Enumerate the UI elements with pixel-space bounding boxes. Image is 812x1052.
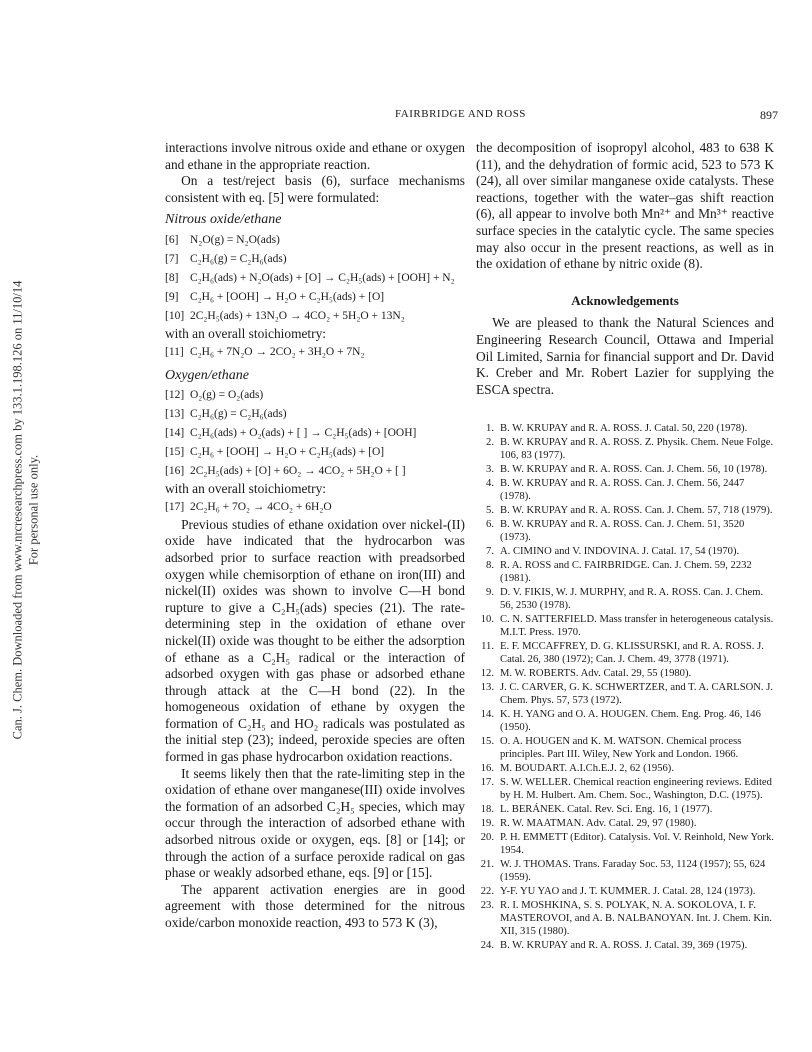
reference-text: R. I. MOSHKINA, S. S. POLYAK, N. A. SOKOLOVA, I. F. MASTEROVOI, and A. B. NALBANOYAN. Int. J. Chem. Kin. XII, 315 (1980). xyxy=(500,900,772,938)
equation-number: [7] xyxy=(165,252,179,265)
left-paragraph-3: Previous studies of ethane oxidation over nickel-(II) oxide have indicated that the hydrocarbon was adsorbed prior to surface reaction with preadsorbed oxygen while chemisorption of ethane on iron(III) and nickel(II) oxides was shown to involve C—H bond rupture to give a C₂H₅(ads) species (21). The rate-determining step in the oxidation of ethane over nickel(II) oxide was thought to be either the adsorption of ethane as a C₂H₅ radical or the interaction of adsorbed oxygen with gas phase or adsorbed ethane through attack at the C—H bond (22). In the homogeneous oxidation of ethane by oxygen the formation of C₂H₅ and HO₂ radicals was postulated as the initial step (23); indeed, peroxide species are often formed in gas phase hydrocarbon oxidation reactions. xyxy=(165,516,465,765)
reference-text: B. W. KRUPAY and R. A. ROSS. J. Catal. 39, 369 (1975). xyxy=(500,940,748,952)
reference-text: Y-F. YU YAO and J. T. KUMMER. J. Catal. 28, 124 (1973). xyxy=(500,886,756,898)
reference-number: 16. xyxy=(480,763,494,775)
equation-row xyxy=(165,269,465,288)
reference-number: 11. xyxy=(481,641,494,653)
reference-number: 24. xyxy=(480,940,494,952)
equation-number: [15] xyxy=(165,446,185,459)
equation-number: [16] xyxy=(165,465,185,478)
section-oxygen-ethane: Oxygen/ethane xyxy=(165,367,249,383)
reference-text: B. W. KRUPAY and R. A. ROSS. Can. J. Chem. 56, 10 (1978). xyxy=(500,464,768,476)
reference-item xyxy=(476,640,774,666)
equation-text: 2C₂H₆ + 7O₂ → 4CO₂ + 6H₂O xyxy=(190,500,332,513)
reference-number: 1. xyxy=(486,423,494,435)
equation-list-nitrous-oxide xyxy=(165,231,465,326)
reference-number: 23. xyxy=(480,900,494,912)
reference-text: K. H. YANG and O. A. HOUGEN. Chem. Eng. Prog. 46, 146 (1950). xyxy=(500,709,761,734)
reference-number: 18. xyxy=(480,804,494,816)
reference-text: R. W. MAATMAN. Adv. Catal. 29, 97 (1980). xyxy=(500,818,697,830)
watermark-line-2: For personal use only. xyxy=(26,454,40,566)
reference-item xyxy=(476,545,774,558)
reference-number: 17. xyxy=(480,777,494,789)
equation-number: [14] xyxy=(165,427,185,440)
watermark-line-1: Can. J. Chem. Downloaded from www.nrcresearchpress.com by 133.1.198.126 on 11/10/14 xyxy=(10,280,24,740)
equation-row xyxy=(165,386,465,405)
reference-item xyxy=(476,504,774,517)
equation-row xyxy=(165,288,465,307)
reference-item xyxy=(476,776,774,802)
reference-list xyxy=(476,422,774,952)
left-column xyxy=(165,140,465,932)
reference-text: E. F. MCCAFFREY, D. G. KLISSURSKI, and R. A. ROSS. J. Catal. 26, 380 (1972); Can. J. Chem. 49, 3778 (1971). xyxy=(500,641,764,666)
equation-number: [9] xyxy=(165,290,179,303)
equation-number: [17] xyxy=(165,500,185,513)
equation-text: 2C₂H₅(ads) + 13N₂O → 4CO₂ + 5H₂O + 13N₂ xyxy=(190,309,405,322)
reference-item xyxy=(476,858,774,884)
reference-text: B. W. KRUPAY and R. A. ROSS. J. Catal. 50, 220 (1978). xyxy=(500,423,748,435)
equation-text: O₂(g) = O₂(ads) xyxy=(190,389,264,402)
equation-text: N₂O(g) = N₂O(ads) xyxy=(190,233,280,246)
equation-number: [6] xyxy=(165,233,179,246)
reference-item xyxy=(476,831,774,857)
equation-row xyxy=(165,405,465,424)
running-title: FAIRBRIDGE AND ROSS xyxy=(395,108,526,120)
equation-row xyxy=(165,443,465,462)
reference-text: B. W. KRUPAY and R. A. ROSS. Can. J. Chem. 51, 3520 (1973). xyxy=(500,519,745,544)
equation-number: [10] xyxy=(165,309,185,322)
reference-text: C. N. SATTERFIELD. Mass transfer in heterogeneous catalysis. M.I.T. Press. 1970. xyxy=(500,614,774,639)
reference-text: B. W. KRUPAY and R. A. ROSS. Can. J. Chem. 56, 2447 (1978). xyxy=(500,478,745,503)
equation-row xyxy=(165,424,465,443)
equation-17 xyxy=(165,498,465,517)
reference-text: M. BOUDART. A.I.Ch.E.J. 2, 62 (1956). xyxy=(500,763,674,775)
download-watermark xyxy=(4,200,46,820)
reference-number: 6. xyxy=(486,519,494,531)
reference-text: D. V. FIKIS, W. J. MURPHY, and R. A. ROSS. Can. J. Chem. 56, 2530 (1978). xyxy=(500,587,764,612)
reference-item xyxy=(476,762,774,775)
reference-item xyxy=(476,803,774,816)
reference-text: J. C. CARVER, G. K. SCHWERTZER, and T. A. CARLSON. J. Chem. Phys. 57, 573 (1972). xyxy=(500,682,773,707)
page-number: 897 xyxy=(760,108,778,122)
reference-item xyxy=(476,586,774,612)
reference-item xyxy=(476,559,774,585)
equation-text: C₂H₆ + 7N₂O → 2CO₂ + 3H₂O + 7N₂ xyxy=(190,345,365,358)
reference-text: P. H. EMMETT (Editor). Catalysis. Vol. V. Reinhold, New York. 1954. xyxy=(500,832,774,857)
reference-number: 5. xyxy=(486,505,494,517)
reference-item xyxy=(476,681,774,707)
equation-row xyxy=(165,307,465,326)
reference-item xyxy=(476,735,774,761)
reference-text: L. BERÁNEK. Catal. Rev. Sci. Eng. 16, 1 (1977). xyxy=(500,804,713,816)
reference-number: 7. xyxy=(486,546,494,558)
equation-text: C₂H₆ + [OOH] → H₂O + C₂H₅(ads) + [O] xyxy=(190,446,385,459)
left-paragraph-4: It seems likely then that the rate-limiting step in the oxidation of ethane over manganese(III) oxide involves the formation of an adsorbed C₂H₅ species, which may occur through the interaction of adsorbed ethane with adsorbed nitrous oxide or oxygen, eqs. [8] or [14]; or through the action of a surface peroxide radical on gas phase or weakly adsorbed ethane, eqs. [9] or [15]. xyxy=(165,765,465,881)
reference-text: B. W. KRUPAY and R. A. ROSS. Z. Physik. Chem. Neue Folge. 106, 83 (1977). xyxy=(500,437,774,462)
equation-number: [12] xyxy=(165,389,185,402)
reference-number: 12. xyxy=(480,668,494,680)
equation-text: C₂H₆(g) = C₂H₆(ads) xyxy=(190,408,287,421)
equation-row xyxy=(165,231,465,250)
reference-text: O. A. HOUGEN and K. M. WATSON. Chemical process principles. Part III. Wiley, New York and London. 1966. xyxy=(500,736,742,761)
equation-text: 2C₂H₅(ads) + [O] + 6O₂ → 4CO₂ + 5H₂O + [ ] xyxy=(190,465,406,478)
reference-number: 14. xyxy=(480,709,494,721)
equation-row xyxy=(165,462,465,481)
reference-item xyxy=(476,817,774,830)
reference-item xyxy=(476,613,774,639)
equation-list-oxygen xyxy=(165,386,465,481)
reference-number: 22. xyxy=(480,886,494,898)
right-paragraph-1: the decomposition of isopropyl alcohol, 483 to 638 K (11), and the dehydration of formic acid, 523 to 573 K (24), all over similar manganese oxide catalysts. These reactions, together with the water–gas shift reaction (6), all appear to involve both Mn²⁺ and Mn³⁺ reactive surface species in the catalytic cycle. The same species may also occur in the present reactions, as well as in the oxidation of ethane by nitric oxide (8). xyxy=(476,140,774,272)
reference-item xyxy=(476,885,774,898)
equation-number: [13] xyxy=(165,408,185,421)
reference-number: 10. xyxy=(480,614,494,626)
reference-text: A. CIMINO and V. INDOVINA. J. Catal. 17, 54 (1970). xyxy=(500,546,740,558)
overall-stoichiometry-label-2: with an overall stoichiometry: xyxy=(165,481,327,497)
reference-item xyxy=(476,708,774,734)
reference-number: 21. xyxy=(480,859,494,871)
left-paragraph-5: The apparent activation energies are in good agreement with those determined for the nitrous oxide/carbon monoxide reaction, 493 to 573 K (3), xyxy=(165,881,465,930)
reference-text: M. W. ROBERTS. Adv. Catal. 29, 55 (1980). xyxy=(500,668,692,680)
overall-stoichiometry-label-1: with an overall stoichiometry: xyxy=(165,325,327,341)
reference-item xyxy=(476,436,774,462)
reference-item xyxy=(476,899,774,938)
equation-row xyxy=(165,250,465,269)
reference-number: 4. xyxy=(486,478,494,490)
equation-text: C₂H₆(g) = C₂H₆(ads) xyxy=(190,252,287,265)
equation-number: [8] xyxy=(165,271,179,284)
reference-text: B. W. KRUPAY and R. A. ROSS. Can. J. Chem. 57, 718 (1979). xyxy=(500,505,773,517)
left-paragraph-1: interactions involve nitrous oxide and ethane or oxygen and ethane in the appropriate reaction. xyxy=(165,140,465,172)
acknowledgements-heading: Acknowledgements xyxy=(571,292,679,308)
acknowledgements-text: We are pleased to thank the Natural Sciences and Engineering Research Council, Ottawa and Imperial Oil Limited, Sarnia for financial support and Dr. David K. Creber and Mr. Robert Lazier for supplying the ESCA spectra. xyxy=(476,315,774,397)
right-column xyxy=(476,140,774,953)
reference-text: S. W. WELLER. Chemical reaction engineering reviews. Edited by H. M. Hulbert. Am. Chem. Soc., Washington, D.C. (1975). xyxy=(500,777,772,802)
reference-number: 8. xyxy=(486,560,494,572)
reference-number: 20. xyxy=(480,832,494,844)
equation-text: C₂H₆(ads) + N₂O(ads) + [O] → C₂H₅(ads) + [OOH] + N₂ xyxy=(190,271,455,284)
reference-number: 2. xyxy=(486,437,494,449)
reference-item xyxy=(476,939,774,952)
reference-number: 9. xyxy=(486,587,494,599)
reference-item xyxy=(476,477,774,503)
left-paragraph-2: On a test/reject basis (6), surface mechanisms consistent with eq. [5] were formulated: xyxy=(165,173,465,205)
reference-number: 13. xyxy=(480,682,494,694)
equation-number: [11] xyxy=(165,345,184,358)
reference-item xyxy=(476,463,774,476)
equation-11 xyxy=(165,343,465,362)
section-nitrous-oxide-ethane: Nitrous oxide/ethane xyxy=(165,212,282,228)
equation-text: C₂H₆ + [OOH] → H₂O + C₂H₅(ads) + [O] xyxy=(190,290,385,303)
reference-text: W. J. THOMAS. Trans. Faraday Soc. 53, 1124 (1957); 55, 624 (1959). xyxy=(500,859,766,884)
reference-item xyxy=(476,422,774,435)
reference-text: R. A. ROSS and C. FAIRBRIDGE. Can. J. Chem. 59, 2232 (1981). xyxy=(500,560,752,585)
reference-number: 3. xyxy=(486,464,494,476)
reference-item xyxy=(476,667,774,680)
reference-number: 15. xyxy=(480,736,494,748)
reference-number: 19. xyxy=(480,818,494,830)
equation-text: C₂H₆(ads) + O₂(ads) + [ ] → C₂H₅(ads) + [OOH] xyxy=(190,427,417,440)
reference-item xyxy=(476,518,774,544)
